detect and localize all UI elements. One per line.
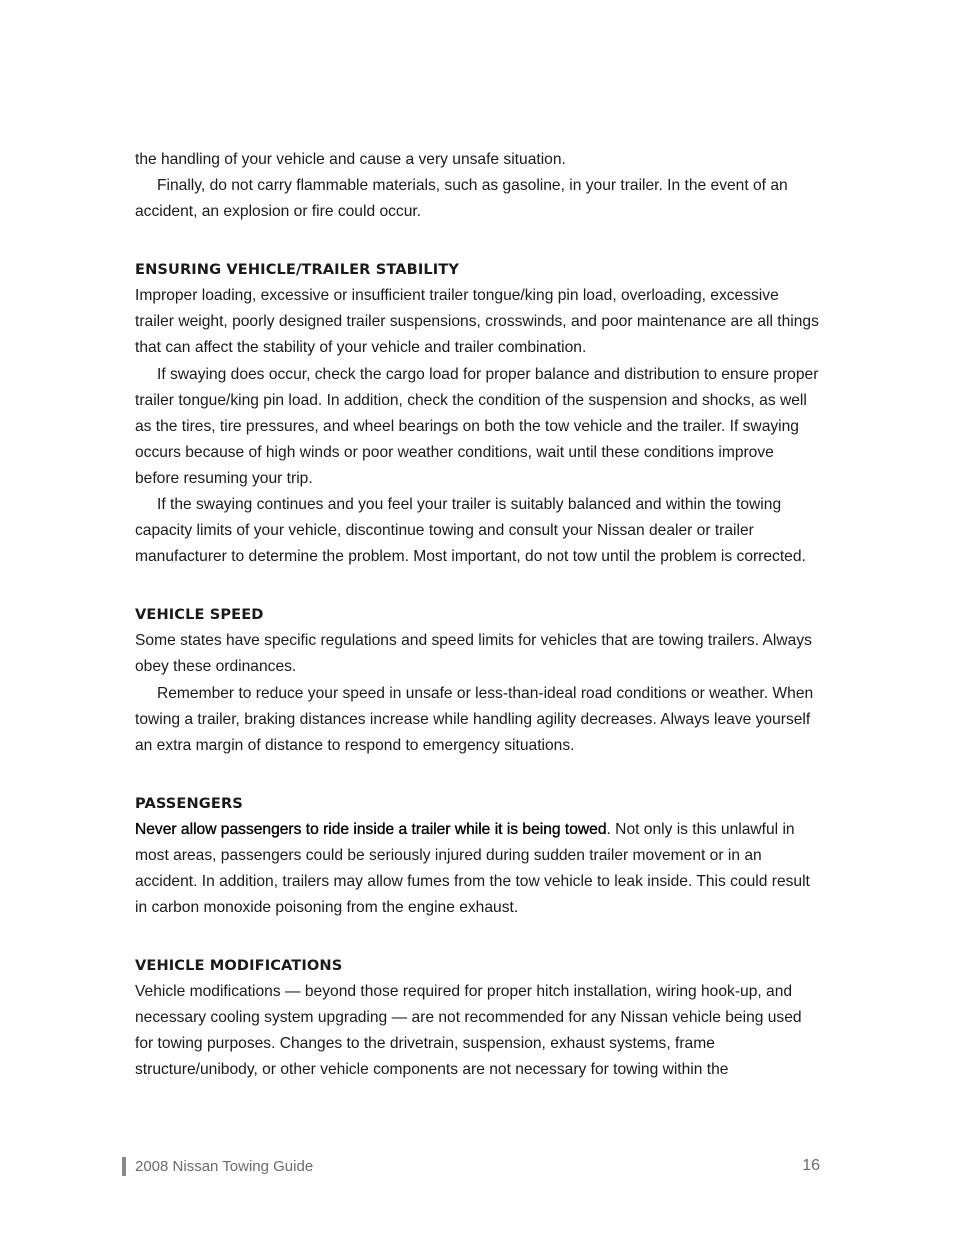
- stability-paragraph-2: If swaying does occur, check the cargo load for proper balance and distribution to ensure proper trailer tongue/king pin load. In addition, check the condition of the suspension and shocks, as well as the tires, tire pressures, and wheel bearings on both the tow vehicle and the trailer. If swaying occurs because of high winds or poor weather conditions, wait until these conditions improve before resuming your trip.: [135, 365, 819, 487]
- intro-paragraph-2: Finally, do not carry flammable materials, such as gasoline, in your trailer. In the event of an accident, an explosion or fire could occur.: [135, 177, 788, 221]
- page-body: [135, 147, 819, 1084]
- footer-document-title: 2008 Nissan Towing Guide: [135, 1158, 314, 1175]
- section-heading-vehicle-speed: VEHICLE SPEED: [135, 606, 264, 624]
- passengers-warning-lead: Never allow passengers to ride inside a trailer while it is being towed: [135, 820, 607, 838]
- passengers-paragraph-1: [135, 817, 819, 921]
- modifications-paragraph-1: Vehicle modifications — beyond those required for proper hitch installation, wiring hook-up, and necessary cooling system upgrading — are not recommended for any Nissan vehicle being used for towing purposes. Changes to the drivetrain, suspension, exhaust systems, frame structure/unibody, or other vehicle components are not necessary for towing within the: [135, 983, 802, 1079]
- speed-paragraph-1: Some states have specific regulations and speed limits for vehicles that are towing trailers. Always obey these ordinances.: [135, 632, 812, 676]
- footer-divider-bar: [122, 1157, 126, 1176]
- passengers-paragraph-text: . Not only is this unlawful in most areas, passengers could be seriously injured during sudden trailer movement or in an accident. In addition, trailers may allow fumes from the tow vehicle to leak inside. This could result in carbon monoxide poisoning from the engine exhaust.: [135, 820, 810, 917]
- section-passengers: [135, 785, 819, 921]
- footer-page-number: 16: [802, 1157, 820, 1174]
- stability-paragraph-3: If the swaying continues and you feel your trailer is suitably balanced and within the towing capacity limits of your vehicle, discontinue towing and consult your Nissan dealer or trailer manufacturer to determine the problem. Most important, do not tow until the problem is corrected.: [135, 496, 806, 566]
- section-vehicle-speed: [135, 596, 819, 758]
- speed-paragraph-2: Remember to reduce your speed in unsafe or less-than-ideal road conditions or weather. When towing a trailer, braking distances increase while handling agility decreases. Always leave yourself an extra margin of distance to respond to emergency situations.: [135, 684, 814, 754]
- section-heading-stability: ENSURING VEHICLE/TRAILER STABILITY: [135, 261, 460, 279]
- stability-paragraph-1: Improper loading, excessive or insufficient trailer tongue/king pin load, overloading, excessive trailer weight, poorly designed trailer suspensions, crosswinds, and poor maintenance are all things that can affect the stability of your vehicle and trailer combination.: [135, 287, 819, 357]
- section-vehicle-modifications: [135, 947, 819, 1083]
- section-heading-passengers: PASSENGERS: [135, 794, 243, 812]
- section-stability: [135, 251, 819, 570]
- section-heading-vehicle-modifications: VEHICLE MODIFICATIONS: [135, 957, 343, 975]
- page-footer: [122, 1156, 820, 1178]
- intro-paragraph-1: the handling of your vehicle and cause a very unsafe situation.: [135, 151, 566, 168]
